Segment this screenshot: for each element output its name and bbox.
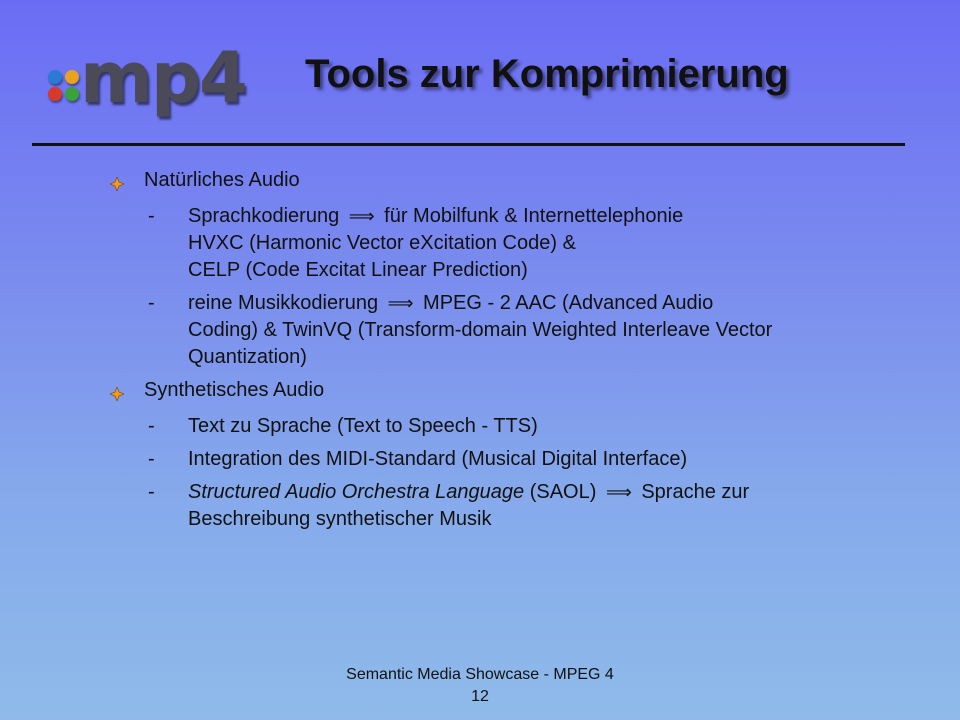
dash-marker: - — [148, 205, 155, 227]
sub-item-tts — [144, 413, 910, 440]
logo-text: mp4 — [80, 37, 246, 119]
logo-dot-green — [65, 87, 79, 101]
implies-arrow-icon: ⟹ — [387, 293, 414, 314]
text-line: HVXC (Harmonic Vector eXcitation Code) & — [188, 232, 576, 254]
logo-dot-blue — [48, 70, 62, 84]
text-line: Quantization) — [188, 346, 307, 368]
title-divider — [32, 143, 905, 146]
slide-content — [110, 167, 910, 539]
text-line: Beschreibung synthetischer Musik — [188, 508, 492, 530]
page-number: 12 — [471, 688, 489, 705]
logo-dot-orange — [65, 70, 79, 84]
dash-marker: - — [148, 481, 155, 503]
bullet-natural-audio — [110, 167, 910, 199]
star-bullet-icon — [110, 377, 144, 409]
text-line: Text zu Sprache (Text to Speech - TTS) — [188, 415, 538, 437]
text-line: Structured Audio Orchestra Language (SAOL) ⟹ Sprache zur — [188, 481, 750, 503]
bullet-heading: Synthetisches Audio — [144, 379, 325, 401]
bullet-heading: Natürliches Audio — [144, 169, 300, 191]
star-bullet-icon — [110, 167, 144, 199]
mp4-logo — [40, 30, 246, 126]
slide-footer — [0, 664, 960, 708]
sub-item-music-coding — [144, 290, 910, 371]
bullet-synthetic-audio — [110, 377, 910, 409]
sub-item-midi — [144, 446, 910, 473]
dash-marker: - — [148, 292, 155, 314]
dash-marker: - — [148, 448, 155, 470]
italic-term: Structured Audio Orchestra Language — [188, 481, 525, 503]
text-line: Integration des MIDI-Standard (Musical Digital Interface) — [188, 448, 688, 470]
sub-item-saol — [144, 479, 910, 533]
logo-dots-icon — [48, 70, 82, 104]
implies-arrow-icon: ⟹ — [348, 206, 375, 227]
text-line: Sprachkodierung ⟹ für Mobilfunk & Internettelephonie — [188, 205, 684, 227]
slide-title: Tools zur Komprimierung — [305, 52, 789, 96]
sub-item-speech-coding — [144, 203, 910, 284]
logo-dot-red — [48, 87, 62, 101]
text-line: reine Musikkodierung ⟹ MPEG - 2 AAC (Advanced Audio — [188, 292, 714, 314]
text-line: CELP (Code Excitat Linear Prediction) — [188, 259, 528, 281]
footer-caption: Semantic Media Showcase - MPEG 4 — [346, 666, 614, 683]
implies-arrow-icon: ⟹ — [605, 482, 632, 503]
dash-marker: - — [148, 415, 155, 437]
text-line: Coding) & TwinVQ (Transform-domain Weighted Interleave Vector — [188, 319, 773, 341]
